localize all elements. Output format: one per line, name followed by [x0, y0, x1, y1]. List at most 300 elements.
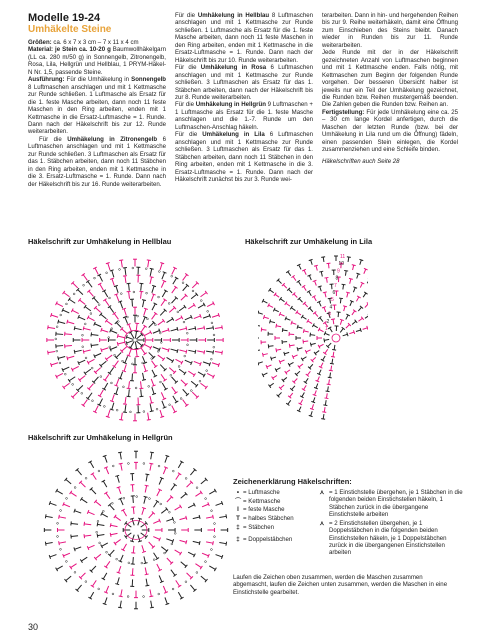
- stitch-mark-cap: [323, 292, 327, 293]
- stitch-mark-cap: [101, 328, 102, 332]
- stitch-mark-cap: [352, 265, 356, 266]
- chain-mark: [136, 496, 138, 498]
- chain-mark: [65, 561, 67, 563]
- stitch-mark: [129, 349, 132, 356]
- stitch-mark: [153, 537, 159, 540]
- stitch-mark-cap: [342, 284, 346, 285]
- stitch-mark: [138, 519, 140, 526]
- stitch-mark-cap: [322, 307, 326, 308]
- stitch-mark-cap: [271, 357, 272, 361]
- stitch-mark: [172, 268, 175, 274]
- legend-title: Zeichenerklärung Häkelschriften:: [233, 477, 352, 486]
- chain-mark: [56, 326, 58, 328]
- stitch-mark: [181, 562, 186, 567]
- stitch-mark-cap: [142, 507, 146, 508]
- stitch-mark: [352, 311, 355, 315]
- stitch-mark: [143, 300, 144, 307]
- stitch-mark: [188, 328, 195, 329]
- stitch-mark: [151, 294, 154, 301]
- stitch-mark-cap: [152, 385, 156, 386]
- chain-mark: [127, 596, 129, 598]
- stitch-mark-cap: [282, 328, 283, 332]
- stitch-mark: [209, 491, 215, 495]
- stitch-mark: [276, 349, 281, 350]
- stitch-mark-cap: [164, 592, 168, 594]
- stitch-mark: [152, 304, 155, 310]
- chain-mark: [206, 370, 208, 372]
- legend-item: [233, 524, 313, 531]
- stitch-mark: [340, 328, 343, 332]
- chain-mark: [116, 558, 118, 560]
- sizes-text: ca. 6 x 7 x 3 cm – 7 x 11 x 4 cm: [51, 39, 139, 46]
- stitch-mark: [161, 281, 164, 288]
- stitch-mark: [365, 304, 368, 308]
- stitch-mark: [179, 369, 185, 373]
- stitch-mark-cap: [117, 342, 118, 346]
- stitch-mark: [209, 566, 215, 570]
- stitch-mark: [180, 540, 187, 542]
- stitch-mark: [95, 268, 98, 274]
- stitch-mark-cap: [284, 352, 285, 356]
- stitch-mark: [133, 546, 134, 553]
- stitch-mark: [321, 363, 323, 367]
- stitch-mark: [106, 561, 110, 567]
- stitch-mark-cap: [149, 463, 153, 464]
- chain-mark: [178, 366, 180, 368]
- stitch-mark: [161, 392, 164, 399]
- stitch-mark: [167, 357, 173, 361]
- stitch-mark: [50, 555, 57, 557]
- stitch-mark-cap: [204, 326, 205, 330]
- stitch-mark-cap: [226, 514, 227, 518]
- stitch-mark: [290, 393, 293, 397]
- chain-mark: [55, 338, 57, 340]
- chain-mark: [59, 362, 61, 364]
- stitch-mark: [104, 383, 108, 389]
- stitch-mark: [166, 539, 173, 541]
- chain-mark: [135, 387, 137, 389]
- stitch-mark: [302, 317, 306, 320]
- stitch-mark-cap: [186, 326, 187, 330]
- stitch-mark: [178, 462, 182, 468]
- stitch-mark-cap: [117, 487, 121, 488]
- text-column-1: [28, 12, 166, 188]
- legend-text: = Doppelstäbchen: [243, 535, 293, 543]
- stitch-mark: [92, 580, 96, 586]
- stitch-mark-cap: [106, 416, 110, 417]
- stitch-mark: [143, 373, 144, 380]
- slip-stitch-icon: ⌒: [234, 497, 242, 505]
- stitch-mark-cap: [110, 278, 114, 279]
- stitch-mark: [116, 379, 119, 386]
- stitch-mark-cap: [106, 263, 110, 264]
- stitch-mark: [321, 272, 322, 277]
- stitch-mark: [183, 400, 187, 406]
- chain-mark: [103, 405, 105, 407]
- stitch-mark: [167, 558, 172, 563]
- stitch-mark-cap: [213, 515, 214, 519]
- stitch-mark: [345, 271, 346, 276]
- stitch-mark: [171, 329, 178, 331]
- stitch-mark-cap: [199, 515, 200, 519]
- chain-mark: [213, 334, 215, 336]
- stitch-mark: [317, 377, 319, 382]
- chain-mark: [85, 477, 87, 479]
- stitch-mark: [291, 308, 295, 311]
- text-span: Für die: [38, 135, 68, 143]
- stitch-mark: [152, 286, 154, 293]
- stitch-mark-cap: [83, 326, 84, 330]
- stitch-mark-cap: [314, 265, 318, 266]
- stitch-mark: [200, 383, 206, 387]
- sizes-label: Größen:: [28, 39, 52, 46]
- stitch-mark: [116, 286, 118, 293]
- stitch-mark: [172, 406, 175, 412]
- stitch-mark: [176, 317, 182, 320]
- stitch-mark: [360, 283, 362, 288]
- stitch-mark: [63, 504, 69, 507]
- stitch-mark: [110, 307, 114, 313]
- stitch-mark-cap: [147, 419, 151, 420]
- stitch-mark: [329, 379, 330, 384]
- stitch-mark: [283, 377, 287, 380]
- text-span: 9 Luftmaschen + 1 Luftmasche als Ersatz für die 1. feste Masche anschlagen und die 1.-7. Runde um den Luftmaschen-Anschlag häkeln.: [175, 101, 313, 131]
- stitch-mark: [56, 334, 63, 335]
- stitch-mark: [84, 535, 91, 536]
- stitch-mark: [102, 543, 108, 546]
- chain-mark: [132, 267, 134, 269]
- stitch-mark-cap: [303, 329, 304, 333]
- stitch-mark: [63, 367, 70, 370]
- stitch-mark: [94, 353, 101, 356]
- stitch-mark-cap: [126, 335, 127, 339]
- stitch-mark: [197, 351, 204, 352]
- stitch-mark: [187, 482, 192, 487]
- stitch-mark-cap: [213, 326, 214, 330]
- stitch-mark-cap: [276, 348, 277, 352]
- stitch-mark: [173, 278, 177, 284]
- stitch-mark: [79, 360, 86, 363]
- stitch-mark-cap: [115, 584, 119, 585]
- stitch-mark: [198, 372, 204, 376]
- stitch-mark: [169, 368, 174, 373]
- stitch-mark: [334, 345, 335, 350]
- stitch-mark: [117, 577, 119, 584]
- stitch-mark: [185, 317, 192, 320]
- stitch-mark-cap: [297, 325, 298, 329]
- stitch-mark: [88, 393, 92, 399]
- center-ring: [332, 334, 340, 342]
- stitch-mark: [144, 344, 150, 347]
- stitch-mark: [152, 313, 156, 319]
- stitch-mark: [299, 407, 301, 411]
- stitch-mark: [325, 333, 330, 335]
- chain-mark: [185, 477, 187, 479]
- stitch-mark-cap: [204, 350, 205, 354]
- stitch-mark: [340, 298, 341, 303]
- stitch-mark-cap: [138, 518, 142, 519]
- stitch-mark: [123, 544, 127, 550]
- stitch-mark-cap: [145, 585, 149, 586]
- stitch-mark: [152, 370, 155, 376]
- stitch-mark: [58, 357, 65, 359]
- round-number-label: 9: [337, 268, 340, 275]
- stitch-mark: [91, 566, 96, 571]
- chain-mark: [214, 536, 216, 538]
- stitch-mark: [124, 309, 126, 316]
- stitch-mark: [154, 501, 158, 507]
- stitch-mark: [309, 291, 312, 295]
- stitch-mark: [203, 316, 210, 318]
- stitch-mark: [83, 275, 87, 281]
- zitronengelb-paragraph: [28, 136, 166, 188]
- stitch-mark: [181, 494, 186, 499]
- stitch-mark: [292, 323, 297, 325]
- stitch-mark: [365, 316, 368, 319]
- stitch-mark-cap: [213, 541, 214, 545]
- chain-mark: [109, 297, 111, 299]
- stitch-mark: [181, 295, 186, 300]
- stitch-mark: [319, 344, 323, 346]
- stitch-mark: [99, 399, 102, 405]
- stitch-mark-cap: [110, 401, 114, 402]
- stitch-mark-cap: [103, 455, 107, 456]
- stitch-mark: [358, 318, 362, 321]
- stitch-mark: [75, 511, 82, 513]
- stitch-mark-cap: [118, 607, 122, 608]
- stitch-mark-cap: [48, 351, 49, 355]
- stitch-mark: [261, 330, 266, 331]
- stitch-mark-cap: [330, 363, 334, 364]
- chain-mark: [99, 542, 101, 544]
- round-number-label: 1: [325, 326, 328, 332]
- stitch-mark: [188, 371, 194, 375]
- stitch-mark: [133, 496, 134, 503]
- stitch-mark: [298, 327, 303, 328]
- stitch-mark: [219, 516, 226, 517]
- stitch-mark-cap: [310, 408, 314, 409]
- stitch-mark-cap: [297, 347, 298, 351]
- stitch-mark-cap: [143, 316, 147, 318]
- stitch-mark-cap: [142, 551, 146, 552]
- stitch-mark-cap: [150, 268, 154, 269]
- sizes-paragraph: [28, 39, 166, 46]
- chain-mark: [172, 470, 174, 472]
- stitch-mark: [84, 328, 91, 330]
- stitch-mark: [59, 542, 66, 543]
- stitch-mark: [343, 334, 348, 336]
- stitch-mark: [95, 308, 100, 313]
- stitch-mark: [160, 410, 162, 417]
- stitch-mark: [258, 362, 263, 364]
- round-number-label: 10: [338, 261, 345, 268]
- chart-title-hellblau: Häkelschrift zur Umhäkelung in Hellblau: [28, 237, 172, 246]
- chain-mark: [97, 520, 99, 522]
- stitch-mark: [133, 507, 134, 514]
- stitch-mark-cap: [326, 391, 330, 392]
- stitch-mark: [350, 279, 351, 284]
- stitch-mark: [269, 346, 274, 347]
- legend-item: [233, 536, 313, 543]
- stitch-mark: [357, 274, 359, 279]
- stitch-mark: [150, 396, 152, 403]
- stitch-mark: [75, 547, 82, 549]
- stitch-mark-cap: [74, 547, 75, 551]
- stitch-mark: [158, 321, 164, 325]
- stitch-mark: [319, 329, 323, 331]
- stitch-mark: [161, 374, 165, 380]
- stitch-mark-cap: [353, 287, 357, 288]
- stitch-mark: [78, 290, 83, 295]
- bold-span: Umhäkelung in Rosa: [200, 64, 267, 72]
- stitch-mark: [149, 542, 154, 547]
- stitch-mark: [300, 400, 302, 404]
- stitch-mark: [116, 322, 121, 327]
- stitch-mark: [344, 306, 345, 311]
- stitch-mark: [303, 341, 308, 342]
- stitch-mark: [85, 369, 91, 373]
- crossed-treble-crochet-icon: ⋏: [319, 519, 325, 527]
- stitch-mark: [280, 385, 284, 388]
- stitch-mark: [90, 592, 94, 598]
- legend-item: [233, 489, 313, 496]
- stitch-mark: [80, 376, 86, 380]
- stitch-mark-cap: [172, 517, 173, 521]
- legend-item: [233, 498, 313, 505]
- stitch-mark-cap: [142, 380, 146, 381]
- stitch-mark: [212, 363, 219, 365]
- stitch-mark-cap: [130, 541, 134, 542]
- stitch-mark: [286, 303, 290, 306]
- stitch-mark: [151, 452, 152, 459]
- chain-mark: [81, 392, 83, 394]
- stitch-mark: [278, 392, 282, 396]
- stitch-mark-cap: [327, 384, 331, 385]
- stitch-mark: [51, 363, 58, 365]
- material-paragraph: [28, 46, 166, 76]
- stitch-mark-cap: [218, 363, 219, 367]
- stitch-mark: [298, 348, 303, 349]
- chain-mark: [92, 400, 94, 402]
- stitch-mark: [80, 573, 85, 578]
- stitch-mark: [144, 364, 146, 371]
- stitch-mark-cap: [314, 387, 318, 388]
- stitch-mark: [179, 350, 186, 352]
- stitch-mark: [191, 381, 197, 386]
- stitch-mark-cap: [186, 516, 187, 520]
- stitch-mark: [350, 301, 352, 306]
- chain-mark: [168, 303, 170, 305]
- stitch-mark: [75, 328, 82, 329]
- stitch-mark-cap: [209, 314, 210, 318]
- legend-text: = 2 Einstichstellen übergehen, je 1 Doppelstäbchen in die folgenden beiden Einstichstellen häkeln, je 1 Doppelstäbchen zurück in die übergangenen Einstichstellen arbeiten: [329, 519, 447, 557]
- stitch-mark: [283, 285, 287, 289]
- stitch-mark: [158, 355, 164, 359]
- stitch-mark-cap: [59, 515, 60, 519]
- stitch-mark: [178, 592, 182, 598]
- stitch-mark: [149, 352, 154, 357]
- stitch-mark: [198, 304, 204, 308]
- chain-mark: [169, 404, 171, 406]
- stitch-mark-cap: [117, 334, 118, 338]
- stitch-mark: [293, 277, 296, 281]
- stitch-mark: [125, 397, 126, 404]
- stitch-mark: [73, 392, 78, 397]
- stitch-mark: [114, 313, 118, 319]
- stitch-mark: [325, 292, 326, 297]
- stitch-mark-cap: [332, 350, 336, 351]
- stitch-mark: [136, 350, 137, 357]
- stitch-mark: [163, 586, 166, 592]
- stitch-mark-cap: [123, 362, 127, 364]
- chain-mark: [196, 487, 198, 489]
- stitch-mark: [331, 366, 332, 371]
- stitch-mark: [162, 272, 165, 279]
- chain-mark: [109, 346, 111, 348]
- stitch-mark-cap: [45, 542, 46, 546]
- stitch-mark: [132, 519, 134, 526]
- stitch-mark: [105, 374, 109, 380]
- stitch-mark: [367, 279, 368, 283]
- round-number-label: 3: [328, 311, 331, 318]
- stitch-mark: [263, 354, 268, 355]
- stitch-mark-cap: [367, 326, 368, 330]
- stitch-mark-cap: [74, 509, 75, 513]
- legend-item: [233, 506, 313, 513]
- hellblau-paragraph: [175, 12, 313, 64]
- stitch-mark: [212, 315, 219, 317]
- stitch-mark: [315, 351, 319, 354]
- legend-text: = 1 Einstichstelle übergehen, je 1 Stäbchen in die folgenden beiden Einstichstellen häkeln, 1 Stäbchen zurück in die übergangene Einstichstelle arbeiten: [329, 489, 463, 519]
- stitch-mark-cap: [310, 333, 311, 337]
- stitch-mark-cap: [118, 378, 122, 379]
- half-double-crochet-icon: T: [236, 514, 240, 522]
- stitch-mark-cap: [195, 326, 196, 330]
- chain-mark: [111, 382, 113, 384]
- bold-span: Umhäkelung in Zitronengelb: [67, 135, 158, 143]
- stitch-mark: [202, 504, 208, 507]
- text-span: Für die: [175, 12, 198, 19]
- stitch-mark-cap: [199, 541, 200, 545]
- stitch-mark-cap: [319, 271, 323, 272]
- stitch-mark: [88, 281, 92, 287]
- execution-label: Ausführung:: [28, 76, 65, 84]
- chart-title-lila: Häkelschrift zur Umhäkelung in Lila: [245, 237, 373, 246]
- chain-mark: [192, 290, 194, 292]
- stitch-mark: [353, 265, 354, 270]
- stitch-mark: [125, 268, 126, 275]
- stitch-mark: [151, 379, 154, 386]
- stitch-mark: [73, 283, 78, 288]
- chain-mark: [170, 374, 172, 376]
- stitch-mark: [346, 315, 348, 319]
- stitch-mark-cap: [84, 534, 85, 538]
- chain-mark: [199, 380, 201, 382]
- legend-text: = Kettmasche: [243, 497, 281, 505]
- stitch-mark-cap: [222, 351, 223, 355]
- stitch-mark: [326, 278, 327, 283]
- stitch-mark: [181, 380, 186, 385]
- stitch-mark: [264, 317, 269, 318]
- stitch-mark-cap: [321, 257, 325, 258]
- chain-mark: [90, 313, 92, 315]
- stitch-mark: [280, 314, 285, 316]
- material-label: Material: je Stein ca. 10-20 g: [28, 46, 111, 54]
- stitch-mark: [270, 321, 275, 322]
- stitch-mark: [313, 325, 317, 327]
- stitch-mark: [132, 535, 134, 542]
- stitch-mark: [145, 568, 146, 575]
